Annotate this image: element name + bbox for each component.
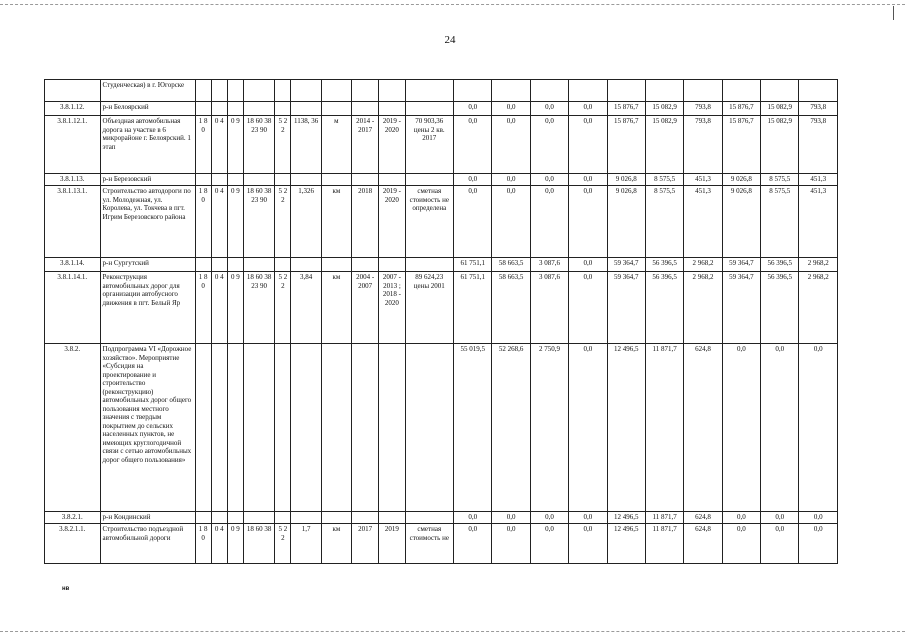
row-amount: 56 396,5 — [761, 258, 799, 272]
row-amount: 451,3 — [799, 174, 838, 186]
budget-code-digits: 1 8 0 — [195, 524, 211, 564]
row-amount: 59 364,7 — [607, 272, 645, 344]
row-amount: 0,0 — [492, 174, 530, 186]
row-amount: 9 026,8 — [722, 186, 760, 258]
row-amount: 61 751,1 — [454, 272, 492, 344]
row-amount: 15 876,7 — [607, 102, 645, 116]
row-amount: 0,0 — [454, 524, 492, 564]
row-estimated-cost: 89 624,23 цены 2001 — [405, 272, 453, 344]
budget-code-digits: 1 8 0 — [195, 186, 211, 258]
budget-code-digits — [195, 102, 211, 116]
table-row — [45, 80, 838, 102]
row-amount: 52 268,6 — [492, 344, 530, 512]
row-amount — [492, 80, 530, 102]
row-amount: 9 026,8 — [607, 186, 645, 258]
row-code — [45, 80, 101, 102]
budget-code-digits — [227, 174, 243, 186]
row-unit — [321, 512, 351, 524]
row-start-year — [352, 102, 379, 116]
row-amount: 0,0 — [530, 186, 568, 258]
budget-code-digits — [275, 174, 291, 186]
budget-code-digits — [275, 258, 291, 272]
row-amount: 61 751,1 — [454, 258, 492, 272]
budget-code-digits — [275, 80, 291, 102]
row-amount: 0,0 — [454, 174, 492, 186]
row-amount: 0,0 — [799, 512, 838, 524]
scan-edge-bottom — [0, 631, 905, 632]
budget-code-digits — [195, 512, 211, 524]
row-amount: 0,0 — [569, 116, 607, 174]
row-amount: 12 496,5 — [607, 344, 645, 512]
row-length — [291, 102, 321, 116]
budget-code-digits — [227, 512, 243, 524]
budget-code-digits — [275, 512, 291, 524]
row-code: 3.8.1.14.1. — [45, 272, 101, 344]
row-amount: 8 575,5 — [761, 174, 799, 186]
row-amount: 624,8 — [684, 524, 722, 564]
row-estimated-cost: сметная стоимость не определена — [405, 186, 453, 258]
row-amount: 9 026,8 — [607, 174, 645, 186]
budget-code-digits: 18 60 38 23 90 — [243, 272, 274, 344]
row-amount: 0,0 — [569, 186, 607, 258]
row-amount — [569, 80, 607, 102]
row-amount: 12 496,5 — [607, 524, 645, 564]
row-name: Реконструкция автомобильных дорог для организации автобусного движения в пгт. Белый Яр — [100, 272, 195, 344]
row-length: 1138, 36 — [291, 116, 321, 174]
row-amount: 0,0 — [454, 512, 492, 524]
row-length — [291, 344, 321, 512]
row-amount — [761, 80, 799, 102]
row-amount: 15 876,7 — [722, 116, 760, 174]
row-amount: 0,0 — [454, 186, 492, 258]
row-length — [291, 174, 321, 186]
row-amount: 0,0 — [569, 524, 607, 564]
row-amount: 624,8 — [684, 344, 722, 512]
row-amount: 0,0 — [722, 512, 760, 524]
budget-code-digits: 18 60 38 23 90 — [243, 186, 274, 258]
page-number: 24 — [444, 34, 456, 46]
row-code: 3.8.1.13. — [45, 174, 101, 186]
table-row — [45, 258, 838, 272]
budget-code-digits — [211, 102, 227, 116]
row-amount: 56 396,5 — [645, 258, 683, 272]
row-start-year — [352, 258, 379, 272]
row-amount: 793,8 — [799, 102, 838, 116]
row-amount: 0,0 — [530, 116, 568, 174]
row-amount: 0,0 — [492, 186, 530, 258]
row-amount: 0,0 — [722, 524, 760, 564]
row-amount: 56 396,5 — [761, 272, 799, 344]
table-row — [45, 102, 838, 116]
budget-code-digits — [243, 80, 274, 102]
row-name: Объездная автомобильная дорога на участке в 6 микрорайоне г. Белоярский. 1 этап — [100, 116, 195, 174]
row-amount: 451,3 — [684, 186, 722, 258]
row-amount — [530, 80, 568, 102]
row-estimated-cost — [405, 174, 453, 186]
row-unit — [321, 258, 351, 272]
row-code: 3.8.2.1. — [45, 512, 101, 524]
row-amount: 0,0 — [530, 102, 568, 116]
row-amount — [607, 80, 645, 102]
budget-code-digits — [195, 344, 211, 512]
row-start-year: 2017 — [352, 524, 379, 564]
row-code: 3.8.2.1.1. — [45, 524, 101, 564]
row-amount: 58 663,5 — [492, 272, 530, 344]
row-amount: 0,0 — [799, 524, 838, 564]
row-amount: 8 575,5 — [645, 186, 683, 258]
row-amount: 11 871,7 — [645, 524, 683, 564]
row-amount: 15 082,9 — [761, 102, 799, 116]
row-length — [291, 258, 321, 272]
budget-code-digits: 0 4 — [211, 186, 227, 258]
scan-edge-top — [0, 4, 905, 5]
budget-code-digits: 1 8 0 — [195, 272, 211, 344]
table-row — [45, 174, 838, 186]
row-amount: 624,8 — [684, 512, 722, 524]
row-amount: 59 364,7 — [722, 272, 760, 344]
row-amount: 451,3 — [799, 186, 838, 258]
budget-code-digits — [211, 344, 227, 512]
budget-code-digits — [243, 258, 274, 272]
row-amount — [454, 80, 492, 102]
row-amount: 8 575,5 — [761, 186, 799, 258]
row-start-year: 2018 — [352, 186, 379, 258]
row-estimated-cost — [405, 512, 453, 524]
row-unit: км — [321, 272, 351, 344]
row-end-year: 2007 - 2013 ; 2018 - 2020 — [379, 272, 405, 344]
budget-code-digits: 5 2 2 — [275, 186, 291, 258]
budget-code-digits: 0 4 — [211, 272, 227, 344]
row-amount: 15 876,7 — [722, 102, 760, 116]
row-name: Строительство подъездной автомобильной дороги — [100, 524, 195, 564]
table-row — [45, 344, 838, 512]
table-row — [45, 272, 838, 344]
row-length: 1,326 — [291, 186, 321, 258]
row-amount: 11 871,7 — [645, 512, 683, 524]
budget-code-digits: 18 60 38 23 90 — [243, 116, 274, 174]
row-estimated-cost — [405, 344, 453, 512]
row-amount: 0,0 — [454, 102, 492, 116]
budget-code-digits — [243, 102, 274, 116]
budget-code-digits — [275, 102, 291, 116]
row-end-year: 2019 — [379, 524, 405, 564]
budget-code-digits: 1 8 0 — [195, 116, 211, 174]
budget-code-digits: 0 9 — [227, 186, 243, 258]
budget-code-digits — [227, 344, 243, 512]
row-code: 3.8.1.12.1. — [45, 116, 101, 174]
budget-code-digits — [195, 258, 211, 272]
row-amount: 2 968,2 — [799, 272, 838, 344]
row-unit — [321, 80, 351, 102]
budget-code-digits — [275, 344, 291, 512]
row-amount: 0,0 — [569, 344, 607, 512]
row-amount: 2 968,2 — [684, 258, 722, 272]
row-end-year — [379, 102, 405, 116]
row-amount: 0,0 — [530, 524, 568, 564]
row-amount: 59 364,7 — [722, 258, 760, 272]
budget-code-digits — [211, 512, 227, 524]
row-amount: 0,0 — [761, 344, 799, 512]
row-amount: 3 087,6 — [530, 258, 568, 272]
row-amount — [684, 80, 722, 102]
row-amount: 15 082,9 — [761, 116, 799, 174]
row-unit — [321, 174, 351, 186]
row-start-year — [352, 174, 379, 186]
row-unit: км — [321, 524, 351, 564]
row-start-year: 2014 - 2017 — [352, 116, 379, 174]
row-amount: 59 364,7 — [607, 258, 645, 272]
row-end-year: 2019 - 2020 — [379, 186, 405, 258]
budget-code-digits: 0 9 — [227, 272, 243, 344]
row-start-year — [352, 512, 379, 524]
budget-code-digits — [243, 344, 274, 512]
scan-corner-mark — [893, 6, 894, 20]
row-amount: 2 750,9 — [530, 344, 568, 512]
row-unit — [321, 102, 351, 116]
row-code: 3.8.2. — [45, 344, 101, 512]
row-amount: 0,0 — [569, 174, 607, 186]
row-amount: 2 968,2 — [684, 272, 722, 344]
row-estimated-cost — [405, 80, 453, 102]
row-code: 3.8.1.12. — [45, 102, 101, 116]
row-amount: 15 082,9 — [645, 102, 683, 116]
row-amount: 0,0 — [530, 512, 568, 524]
budget-code-digits: 0 4 — [211, 524, 227, 564]
row-unit: м — [321, 116, 351, 174]
row-estimated-cost — [405, 102, 453, 116]
row-end-year — [379, 512, 405, 524]
row-name: р-н Сургутский — [100, 258, 195, 272]
row-length — [291, 80, 321, 102]
budget-code-digits: 5 2 2 — [275, 524, 291, 564]
budget-code-digits: 5 2 2 — [275, 272, 291, 344]
table-row — [45, 186, 838, 258]
row-estimated-cost: 70 903,36 цены 2 кв. 2017 — [405, 116, 453, 174]
budget-code-digits: 18 60 38 — [243, 524, 274, 564]
budget-code-digits — [227, 80, 243, 102]
row-name: р-н Белоярский — [100, 102, 195, 116]
row-amount: 56 396,5 — [645, 272, 683, 344]
table-row — [45, 524, 838, 564]
row-name: Подпрограмма VI «Дорожное хозяйство». Мероприятие «Субсидия на проектирование и строительство (реконструкцию) автомобильных дорог общего пользования местного значения с твердым покрытием до сельских населенных пунктов, не имеющих круглогодичной связи с сетью автомобильных дорог общего пользования» — [100, 344, 195, 512]
row-amount: 793,8 — [684, 102, 722, 116]
row-length: 1,7 — [291, 524, 321, 564]
row-amount: 15 082,9 — [645, 116, 683, 174]
row-amount: 0,0 — [569, 272, 607, 344]
budget-code-digits — [243, 512, 274, 524]
table-row — [45, 116, 838, 174]
row-code: 3.8.1.13.1. — [45, 186, 101, 258]
row-amount: 8 575,5 — [645, 174, 683, 186]
row-amount — [799, 80, 838, 102]
row-amount: 0,0 — [569, 258, 607, 272]
row-amount: 0,0 — [492, 102, 530, 116]
footer-mark: нв — [62, 586, 70, 592]
row-code: 3.8.1.14. — [45, 258, 101, 272]
row-amount: 0,0 — [761, 524, 799, 564]
row-amount — [722, 80, 760, 102]
budget-code-digits: 5 2 2 — [275, 116, 291, 174]
row-length — [291, 512, 321, 524]
budget-code-digits — [243, 174, 274, 186]
row-end-year — [379, 80, 405, 102]
row-amount: 0,0 — [722, 344, 760, 512]
row-amount: 11 871,7 — [645, 344, 683, 512]
table-row — [45, 512, 838, 524]
row-length: 3,84 — [291, 272, 321, 344]
row-amount: 0,0 — [761, 512, 799, 524]
row-amount: 451,3 — [684, 174, 722, 186]
row-unit — [321, 344, 351, 512]
budget-code-digits — [211, 80, 227, 102]
row-amount: 0,0 — [569, 102, 607, 116]
row-estimated-cost: сметная стоимость не — [405, 524, 453, 564]
budget-code-digits — [195, 174, 211, 186]
row-name: р-н Березовский — [100, 174, 195, 186]
budget-code-digits — [195, 80, 211, 102]
row-amount: 2 968,2 — [799, 258, 838, 272]
budget-code-digits — [211, 174, 227, 186]
row-amount: 0,0 — [492, 116, 530, 174]
budget-code-digits — [211, 258, 227, 272]
row-end-year — [379, 174, 405, 186]
row-estimated-cost — [405, 258, 453, 272]
row-amount: 12 496,5 — [607, 512, 645, 524]
row-amount: 793,8 — [799, 116, 838, 174]
budget-code-digits: 0 4 — [211, 116, 227, 174]
row-amount: 58 663,5 — [492, 258, 530, 272]
budget-code-digits: 0 9 — [227, 116, 243, 174]
row-amount: 15 876,7 — [607, 116, 645, 174]
row-amount: 3 087,6 — [530, 272, 568, 344]
row-end-year: 2019 - 2020 — [379, 116, 405, 174]
row-start-year — [352, 80, 379, 102]
row-name: Строительство автодороги по ул. Молодежная, ул. Королева, ул. Токчева в пгт. Игрим Березовского района — [100, 186, 195, 258]
row-name: Студенческая) в г. Югорске — [100, 80, 195, 102]
row-amount: 793,8 — [684, 116, 722, 174]
row-amount: 9 026,8 — [722, 174, 760, 186]
row-amount: 0,0 — [799, 344, 838, 512]
row-amount: 0,0 — [530, 174, 568, 186]
row-amount — [645, 80, 683, 102]
row-end-year — [379, 344, 405, 512]
row-amount: 55 019,5 — [454, 344, 492, 512]
row-name: р-н Кондинский — [100, 512, 195, 524]
row-amount: 0,0 — [492, 524, 530, 564]
row-end-year — [379, 258, 405, 272]
row-amount: 0,0 — [569, 512, 607, 524]
row-start-year — [352, 344, 379, 512]
row-unit: км — [321, 186, 351, 258]
row-start-year: 2004 - 2007 — [352, 272, 379, 344]
budget-table — [44, 79, 838, 564]
row-amount: 0,0 — [454, 116, 492, 174]
row-amount: 0,0 — [492, 512, 530, 524]
budget-code-digits — [227, 102, 243, 116]
budget-code-digits — [227, 258, 243, 272]
budget-code-digits: 0 9 — [227, 524, 243, 564]
